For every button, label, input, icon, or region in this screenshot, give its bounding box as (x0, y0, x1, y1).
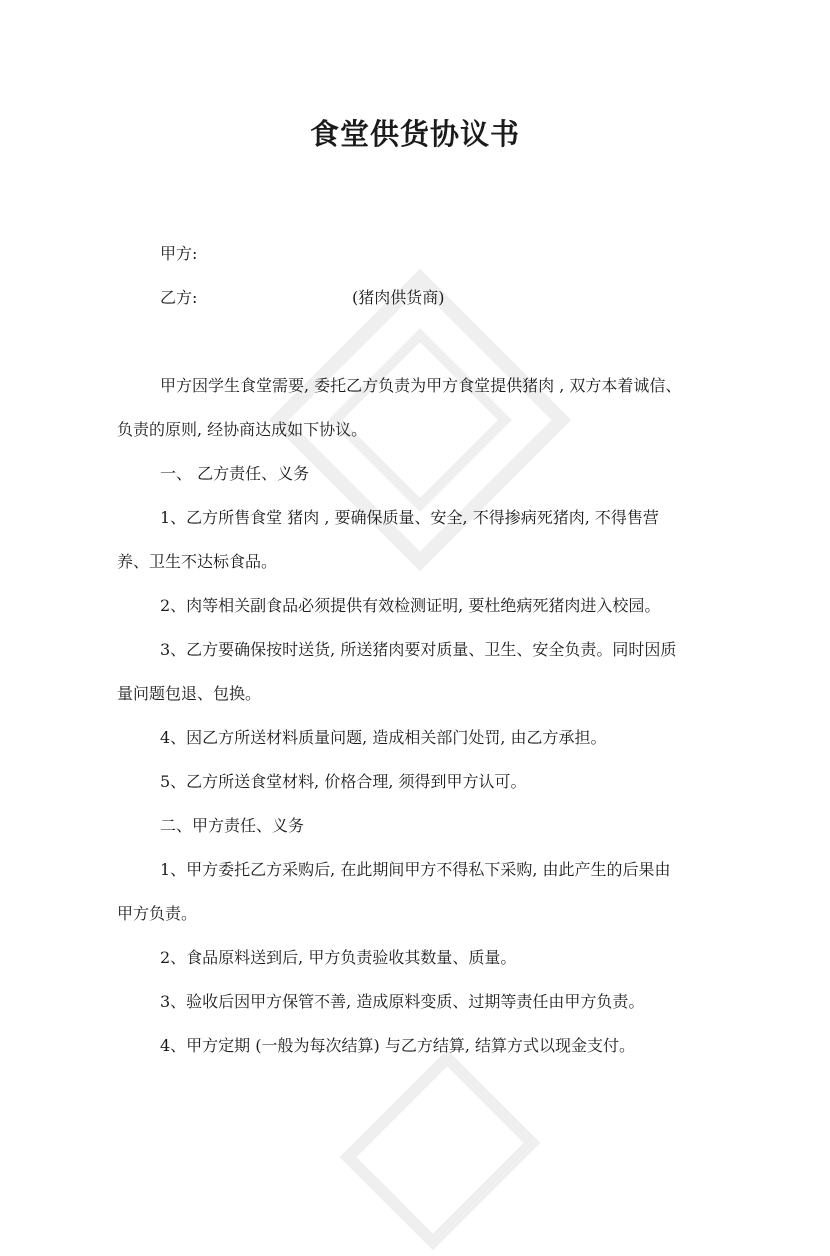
section-1-item-3-line-1: 3、乙方要确保按时送货, 所送猪肉要对质量、卫生、安全负责。同时因质 (160, 640, 677, 659)
section-1-item-2: 2、肉等相关副食品必须提供有效检测证明, 要杜绝病死猪肉进入校园。 (160, 596, 661, 615)
section-1-heading: 一、 乙方责任、义务 (160, 464, 310, 483)
section-2-item-3: 3、验收后因甲方保管不善, 造成原料变质、过期等责任由甲方负责。 (160, 992, 645, 1011)
section-1-item-1-line-1: 1、乙方所售食堂 猪肉 , 要确保质量、安全, 不得掺病死猪肉, 不得售营 (160, 508, 659, 527)
section-2-item-1-line-1: 1、甲方委托乙方采购后, 在此期间甲方不得私下采购, 由此产生的后果由 (160, 860, 671, 879)
section-1-item-4: 4、因乙方所送材料质量问题, 造成相关部门处罚, 由乙方承担。 (160, 728, 607, 747)
party-b-note: (猪肉供货商) (352, 288, 445, 307)
intro-line-1: 甲方因学生食堂需要, 委托乙方负责为甲方食堂提供猪肉 , 双方本着诚信、 (160, 376, 682, 395)
site-watermark-icon (334, 1044, 546, 1256)
document-title: 食堂供货协议书 (309, 117, 520, 151)
section-1-item-3-line-2: 量问题包退、包换。 (117, 684, 262, 703)
party-b-label: 乙方: (160, 288, 198, 307)
section-2-heading: 二、甲方责任、义务 (160, 816, 305, 835)
section-2-item-1-line-2: 甲方负责。 (117, 904, 198, 923)
section-1-item-1-line-2: 养、卫生不达标食品。 (117, 552, 278, 571)
section-1-item-5: 5、乙方所送食堂材料, 价格合理, 须得到甲方认可。 (160, 772, 527, 791)
intro-line-2: 负责的原则, 经协商达成如下协议。 (117, 420, 368, 439)
section-2-item-2: 2、食品原料送到后, 甲方负责验收其数量、质量。 (160, 948, 517, 967)
section-2-item-4: 4、甲方定期 (一般为每次结算) 与乙方结算, 结算方式以现金支付。 (160, 1036, 636, 1055)
party-a-label: 甲方: (160, 244, 198, 263)
